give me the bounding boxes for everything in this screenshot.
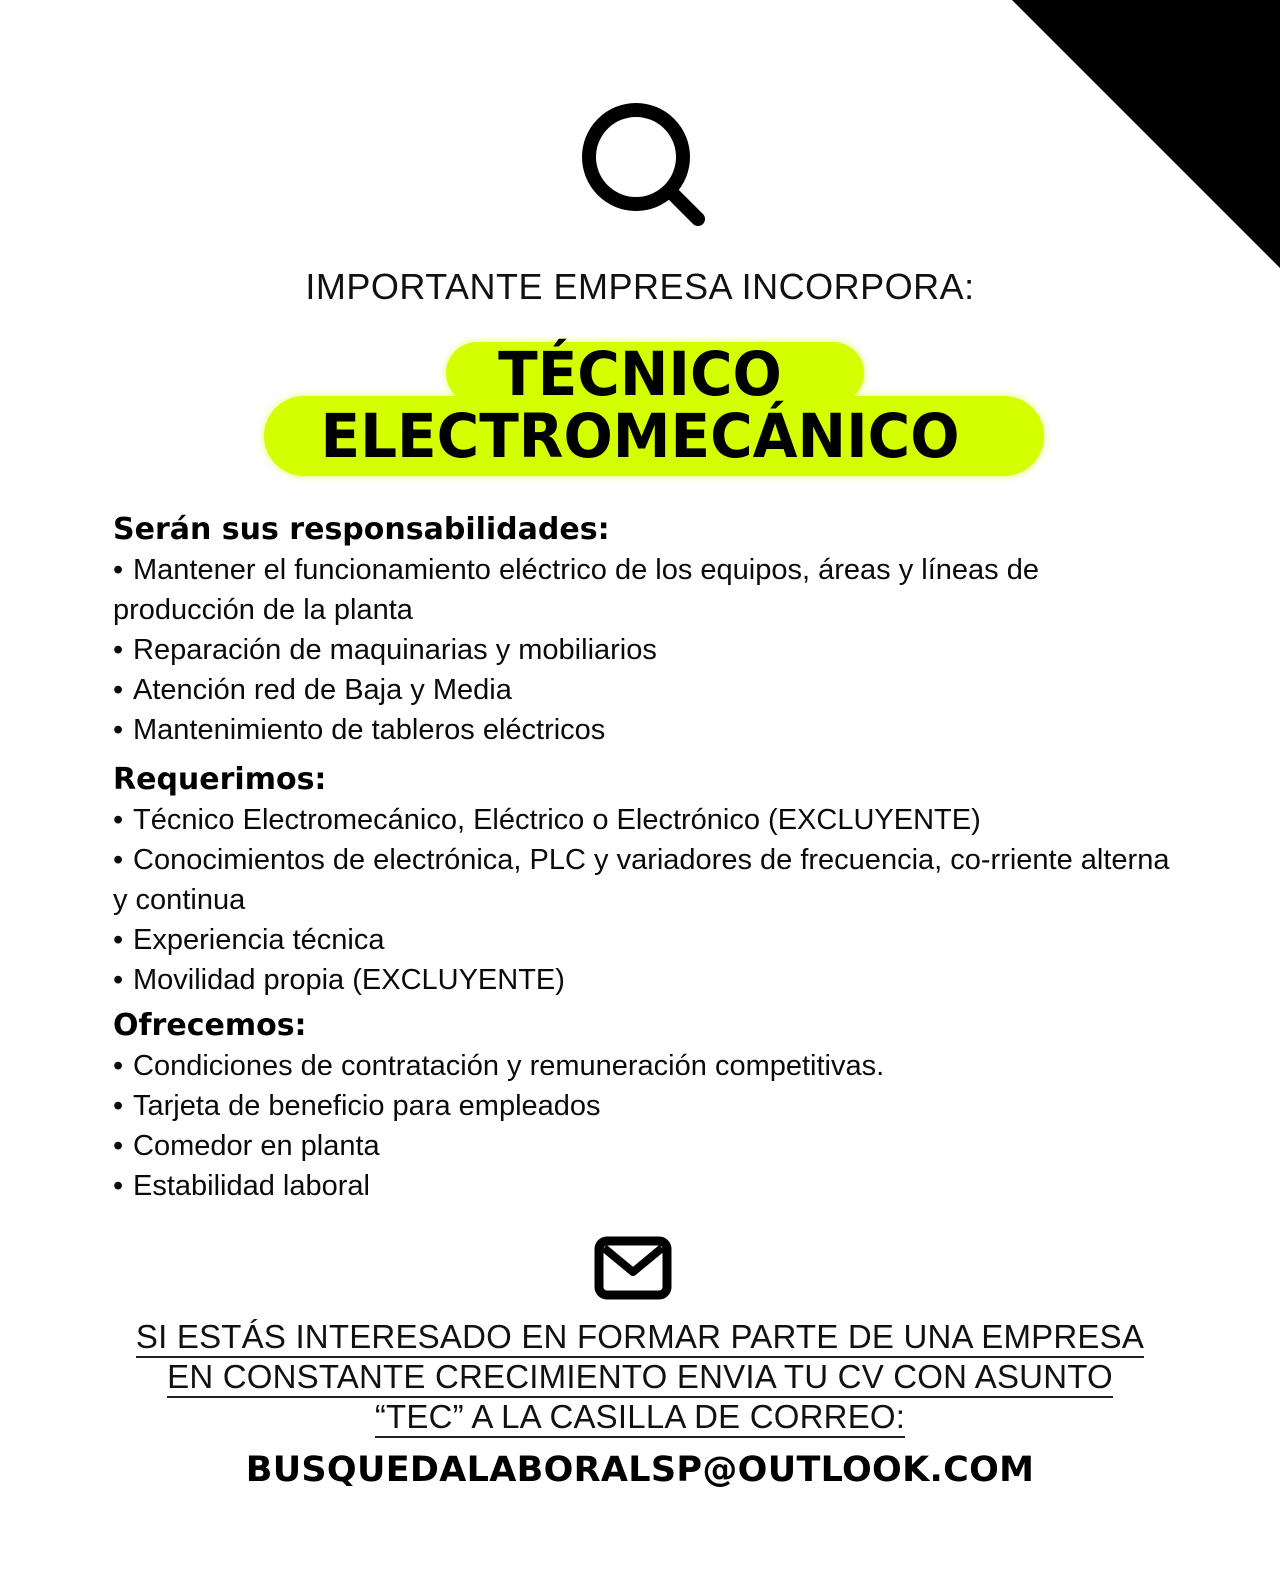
section-heading: Serán sus responsabilidades:: [113, 512, 610, 547]
corner-triangle-decoration: [1012, 0, 1280, 268]
job-title-line-1: TÉCNICO: [498, 338, 782, 410]
contact-email[interactable]: BUSQUEDALABORALSP@OUTLOOK.COM: [245, 1450, 1035, 1490]
list-item: • Conocimientos de electrónica, PLC y variadores de frecuencia, co-rriente alterna y continua: [113, 844, 1170, 916]
mail-icon: [594, 1236, 672, 1300]
cta-line-1: SI ESTÁS INTERESADO EN FORMAR PARTE DE UNA EMPRESA: [136, 1318, 1144, 1358]
section-heading: Requerimos:: [113, 762, 327, 797]
list-item: • Mantenimiento de tableros eléctricos: [113, 714, 606, 746]
cta-line-2: EN CONSTANTE CRECIMIENTO ENVIA TU CV CON ASUNTO: [167, 1358, 1113, 1398]
responsibilities-section: [113, 510, 1173, 750]
cta-line-3: “TEC” A LA CASILLA DE CORREO:: [375, 1398, 905, 1438]
list-item: • Estabilidad laboral: [113, 1170, 370, 1202]
call-to-action: [0, 1318, 1280, 1438]
list-item: • Tarjeta de beneficio para empleados: [113, 1090, 601, 1122]
list-item: • Movilidad propia (EXCLUYENTE): [113, 964, 565, 996]
requirements-section: [113, 760, 1173, 1000]
section-heading: Ofrecemos:: [113, 1008, 307, 1043]
job-details: [113, 510, 1173, 1216]
offers-section: [113, 1006, 1173, 1206]
job-title-line-2: ELECTROMECÁNICO: [320, 400, 960, 472]
list-item: • Técnico Electromecánico, Eléctrico o Electrónico (EXCLUYENTE): [113, 804, 981, 836]
search-icon: [580, 97, 710, 231]
list-item: • Experiencia técnica: [113, 924, 385, 956]
list-item: • Comedor en planta: [113, 1130, 380, 1162]
kicker-text: IMPORTANTE EMPRESA INCORPORA:: [305, 266, 975, 307]
list-item: • Atención red de Baja y Media: [113, 674, 512, 706]
list-item: • Mantener el funcionamiento eléctrico de los equipos, áreas y líneas de producción de la planta: [113, 554, 1039, 626]
list-item: • Reparación de maquinarias y mobiliarios: [113, 634, 657, 666]
list-item: • Condiciones de contratación y remuneración competitivas.: [113, 1050, 885, 1082]
